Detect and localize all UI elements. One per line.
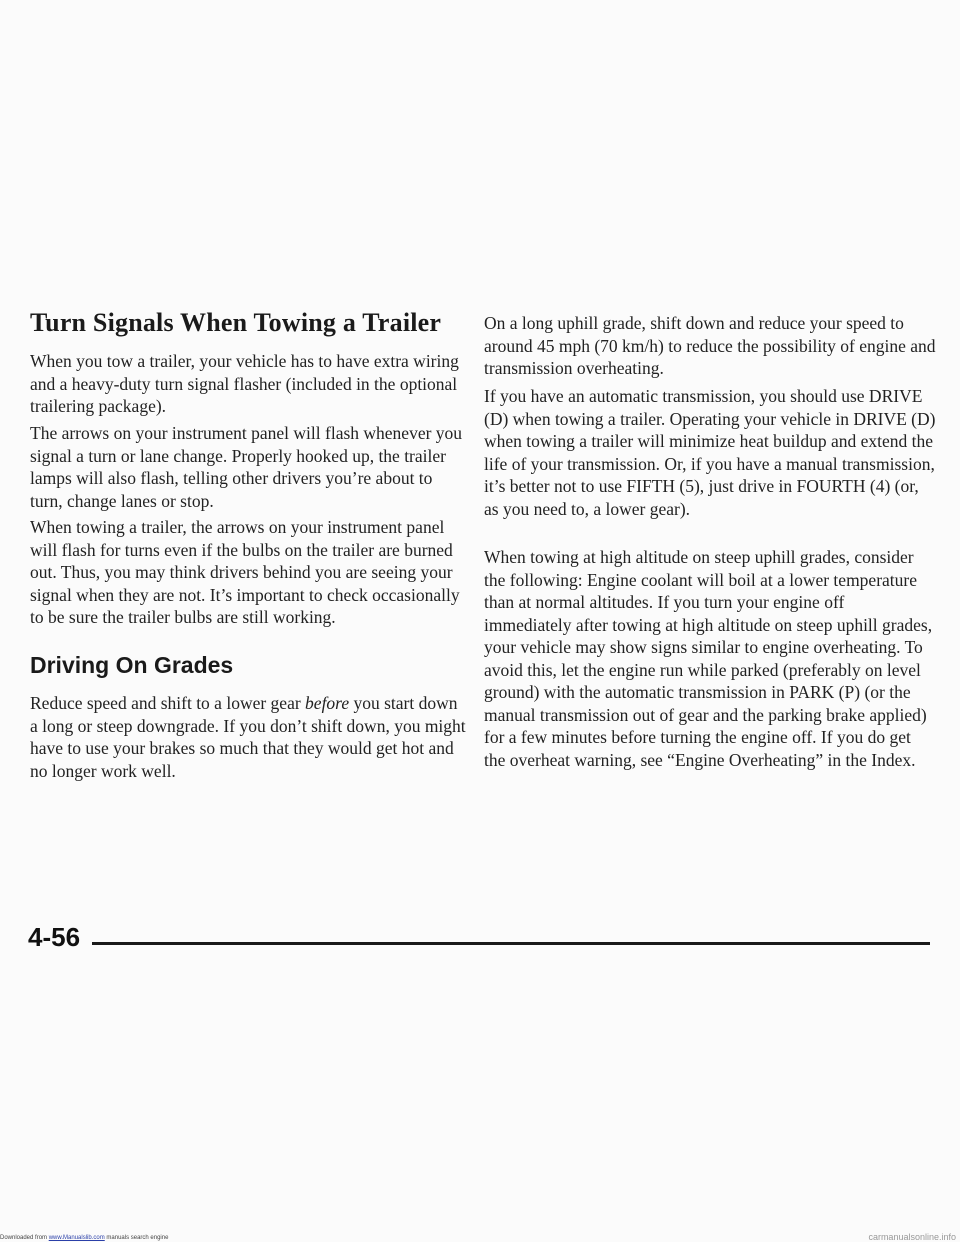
section-heading-driving-on-grades: Driving On Grades	[30, 652, 234, 678]
paragraph-extra-wiring: When you tow a trailer, your vehicle has to have extra wiring and a heavy-duty turn signal flasher (included in the optional trailering package).	[30, 351, 459, 416]
manualslib-link[interactable]: www.Manualslib.com	[48, 1235, 105, 1241]
grades-text-end: you start down a long or steep downgrade. If you don’t shift down, you might have to use your brakes so much that they would get hot and no longer work well.	[30, 693, 466, 781]
footer-watermark: carmanualsonline.info	[868, 1232, 956, 1242]
paragraph-high-altitude: When towing at high altitude on steep uphill grades, consider the following: Engine coolant will boil at a lower temperature than at normal altitudes. If you turn your engine off immediately after towing at high altitude on steep uphill grades, your vehicle may show signs similar to engine overheating. To avoid this, let the engine run while parked (preferably on level ground) with the automatic transmission in PARK (P) (or the manual transmission out of gear and the parking brake applied) for a few minutes before turning the engine off. If you do get the overheat warning, see “Engine Overheating” in the Index.	[484, 547, 933, 770]
page-number: 4-56	[28, 922, 81, 952]
download-footer	[0, 1235, 960, 1242]
footer-prefix: Downloaded from	[0, 1235, 49, 1241]
grades-text-emphasis: before	[305, 693, 350, 713]
paragraph-instrument-arrows: The arrows on your instrument panel will flash whenever you signal a turn or lane change. Properly hooked up, the trailer lamps will also flash, telling other drivers you’re about to turn, change lanes or stop.	[30, 423, 463, 511]
page-rule-divider	[92, 942, 930, 945]
paragraph-automatic-transmission: If you have an automatic transmission, you should use DRIVE (D) when towing a trailer. Operating your vehicle in DRIVE (D) when towing a trailer will minimize heat buildup and extend the life of your transmission. Or, if you have a manual transmission, it’s better not to use FIFTH (5), just drive in FOURTH (4) (or, as you need to, a lower gear).	[484, 386, 936, 519]
paragraph-uphill-grade: On a long uphill grade, shift down and reduce your speed to around 45 mph (70 km/h) to reduce the possibility of engine and transmission overheating.	[484, 313, 936, 378]
paragraph-burned-out-bulbs: When towing a trailer, the arrows on your instrument panel will flash for turns even if the bulbs on the trailer are burned out. Thus, you may think drivers behind you are seeing your signal when they are not. It’s important to check occasionally to be sure the trailer bulbs are still working.	[30, 517, 460, 627]
section-heading-turn-signals: Turn Signals When Towing a Trailer	[30, 308, 442, 337]
paragraph-reduce-speed	[30, 692, 466, 782]
footer-suffix: manuals search engine	[104, 1235, 169, 1241]
grades-text-start: Reduce speed and shift to a lower gear	[30, 693, 306, 713]
